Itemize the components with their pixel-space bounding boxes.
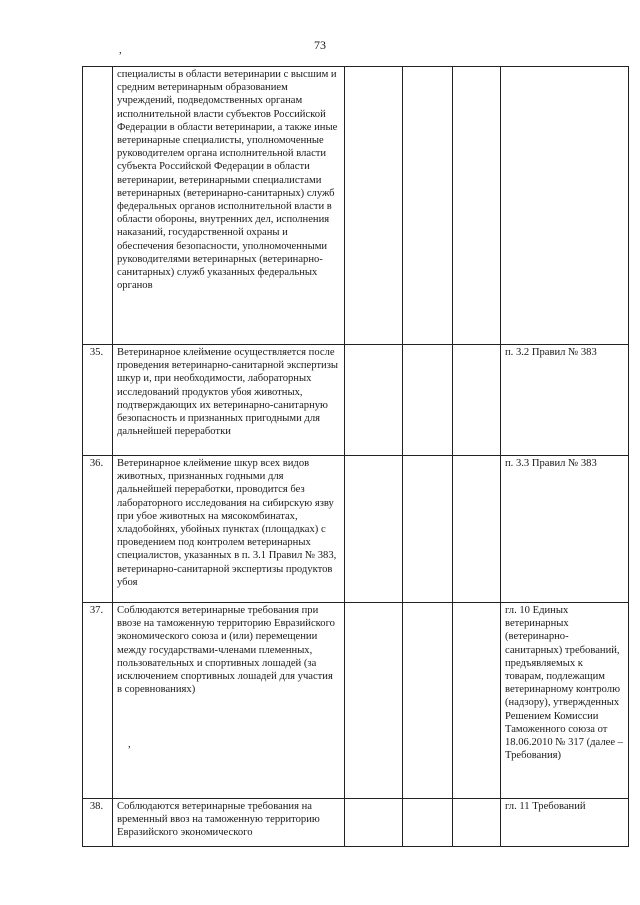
empty-cell: [345, 456, 403, 603]
empty-cell: [403, 67, 453, 345]
empty-cell: [345, 799, 403, 847]
requirement-text: специалисты в области ветеринарии с высшим и средним ветеринарным образованием учреждений, подведомственных органам исполнительной власти субъектов Российской Федерации в области ветеринарии, а также иные ветеринарные специалисты, уполномоченные руководителем органа исполнительной власти субъекта Российской Федерации в области ветеринарии, ветеринарными специалистами ветеринарных (ветеринарно-санитарных) служб федеральных органов исполнительной власти в области обороны, внутренних дел, исполнения наказаний, государственной охраны и обеспечения безопасности, уполномоченными руководителями ветеринарных (ветеринарно-санитарных) служб указанных федеральных органов: [113, 67, 345, 345]
legal-reference: гл. 10 Единых ветеринарных (ветеринарно-санитарных) требований, предъявляемых к товарам, подлежащим ветеринарному контролю (надзору), утвержденных Решением Комиссии Таможенного союза от 18.06.2010 № 317 (далее – Требования): [501, 603, 629, 799]
table-row: [83, 603, 629, 799]
empty-cell: [345, 67, 403, 345]
margin-mark: ,: [128, 738, 131, 750]
empty-cell: [345, 345, 403, 456]
empty-cell: [453, 799, 501, 847]
legal-reference: [501, 67, 629, 345]
table-row: [83, 67, 629, 345]
empty-cell: [403, 456, 453, 603]
empty-cell: [403, 345, 453, 456]
table-row: [83, 456, 629, 603]
empty-cell: [345, 603, 403, 799]
page-number: 73: [314, 38, 326, 52]
legal-reference: п. 3.2 Правил № 383: [501, 345, 629, 456]
legal-reference: п. 3.3 Правил № 383: [501, 456, 629, 603]
margin-mark: ,: [119, 44, 122, 56]
requirement-text: Ветеринарное клеймение шкур всех видов животных, признанных годными для дальнейшей переработки, проводится без лабораторного исследования на сибирскую язву при убое животных на мясокомбинатах, хладобойнях, убойных пунктах (площадках) с проведением под контролем ветеринарных специалистов, указанных в п. 3.1 Правил № 383, ветеринарно-санитарной экспертизы продуктов убоя: [113, 456, 345, 603]
row-number: 36.: [83, 456, 113, 603]
legal-reference: гл. 11 Требований: [501, 799, 629, 847]
requirement-text: Ветеринарное клеймение осуществляется после проведения ветеринарно-санитарной экспертизы шкур и, при необходимости, лабораторных исследований продуктов убоя животных, подтверждающих их ветеринарно-санитарную безопасность и признанных пригодными для дальнейшей переработки: [113, 345, 345, 456]
requirement-text: Соблюдаются ветеринарные требования при ввозе на таможенную территорию Евразийского экономического союза и (или) перемещении между государствами-членами племенных, пользовательных и спортивных лошадей (за исключением спортивных лошадей для участия в соревнованиях): [113, 603, 345, 799]
requirement-text: Соблюдаются ветеринарные требования на временный ввоз на таможенную территорию Евразийского экономического: [113, 799, 345, 847]
row-number: 35.: [83, 345, 113, 456]
table-row: [83, 799, 629, 847]
row-number: [83, 67, 113, 345]
empty-cell: [453, 67, 501, 345]
empty-cell: [453, 603, 501, 799]
empty-cell: [403, 799, 453, 847]
row-number: 38.: [83, 799, 113, 847]
empty-cell: [453, 345, 501, 456]
empty-cell: [453, 456, 501, 603]
empty-cell: [403, 603, 453, 799]
requirements-table: [82, 66, 629, 847]
row-number: 37.: [83, 603, 113, 799]
table-row: [83, 345, 629, 456]
